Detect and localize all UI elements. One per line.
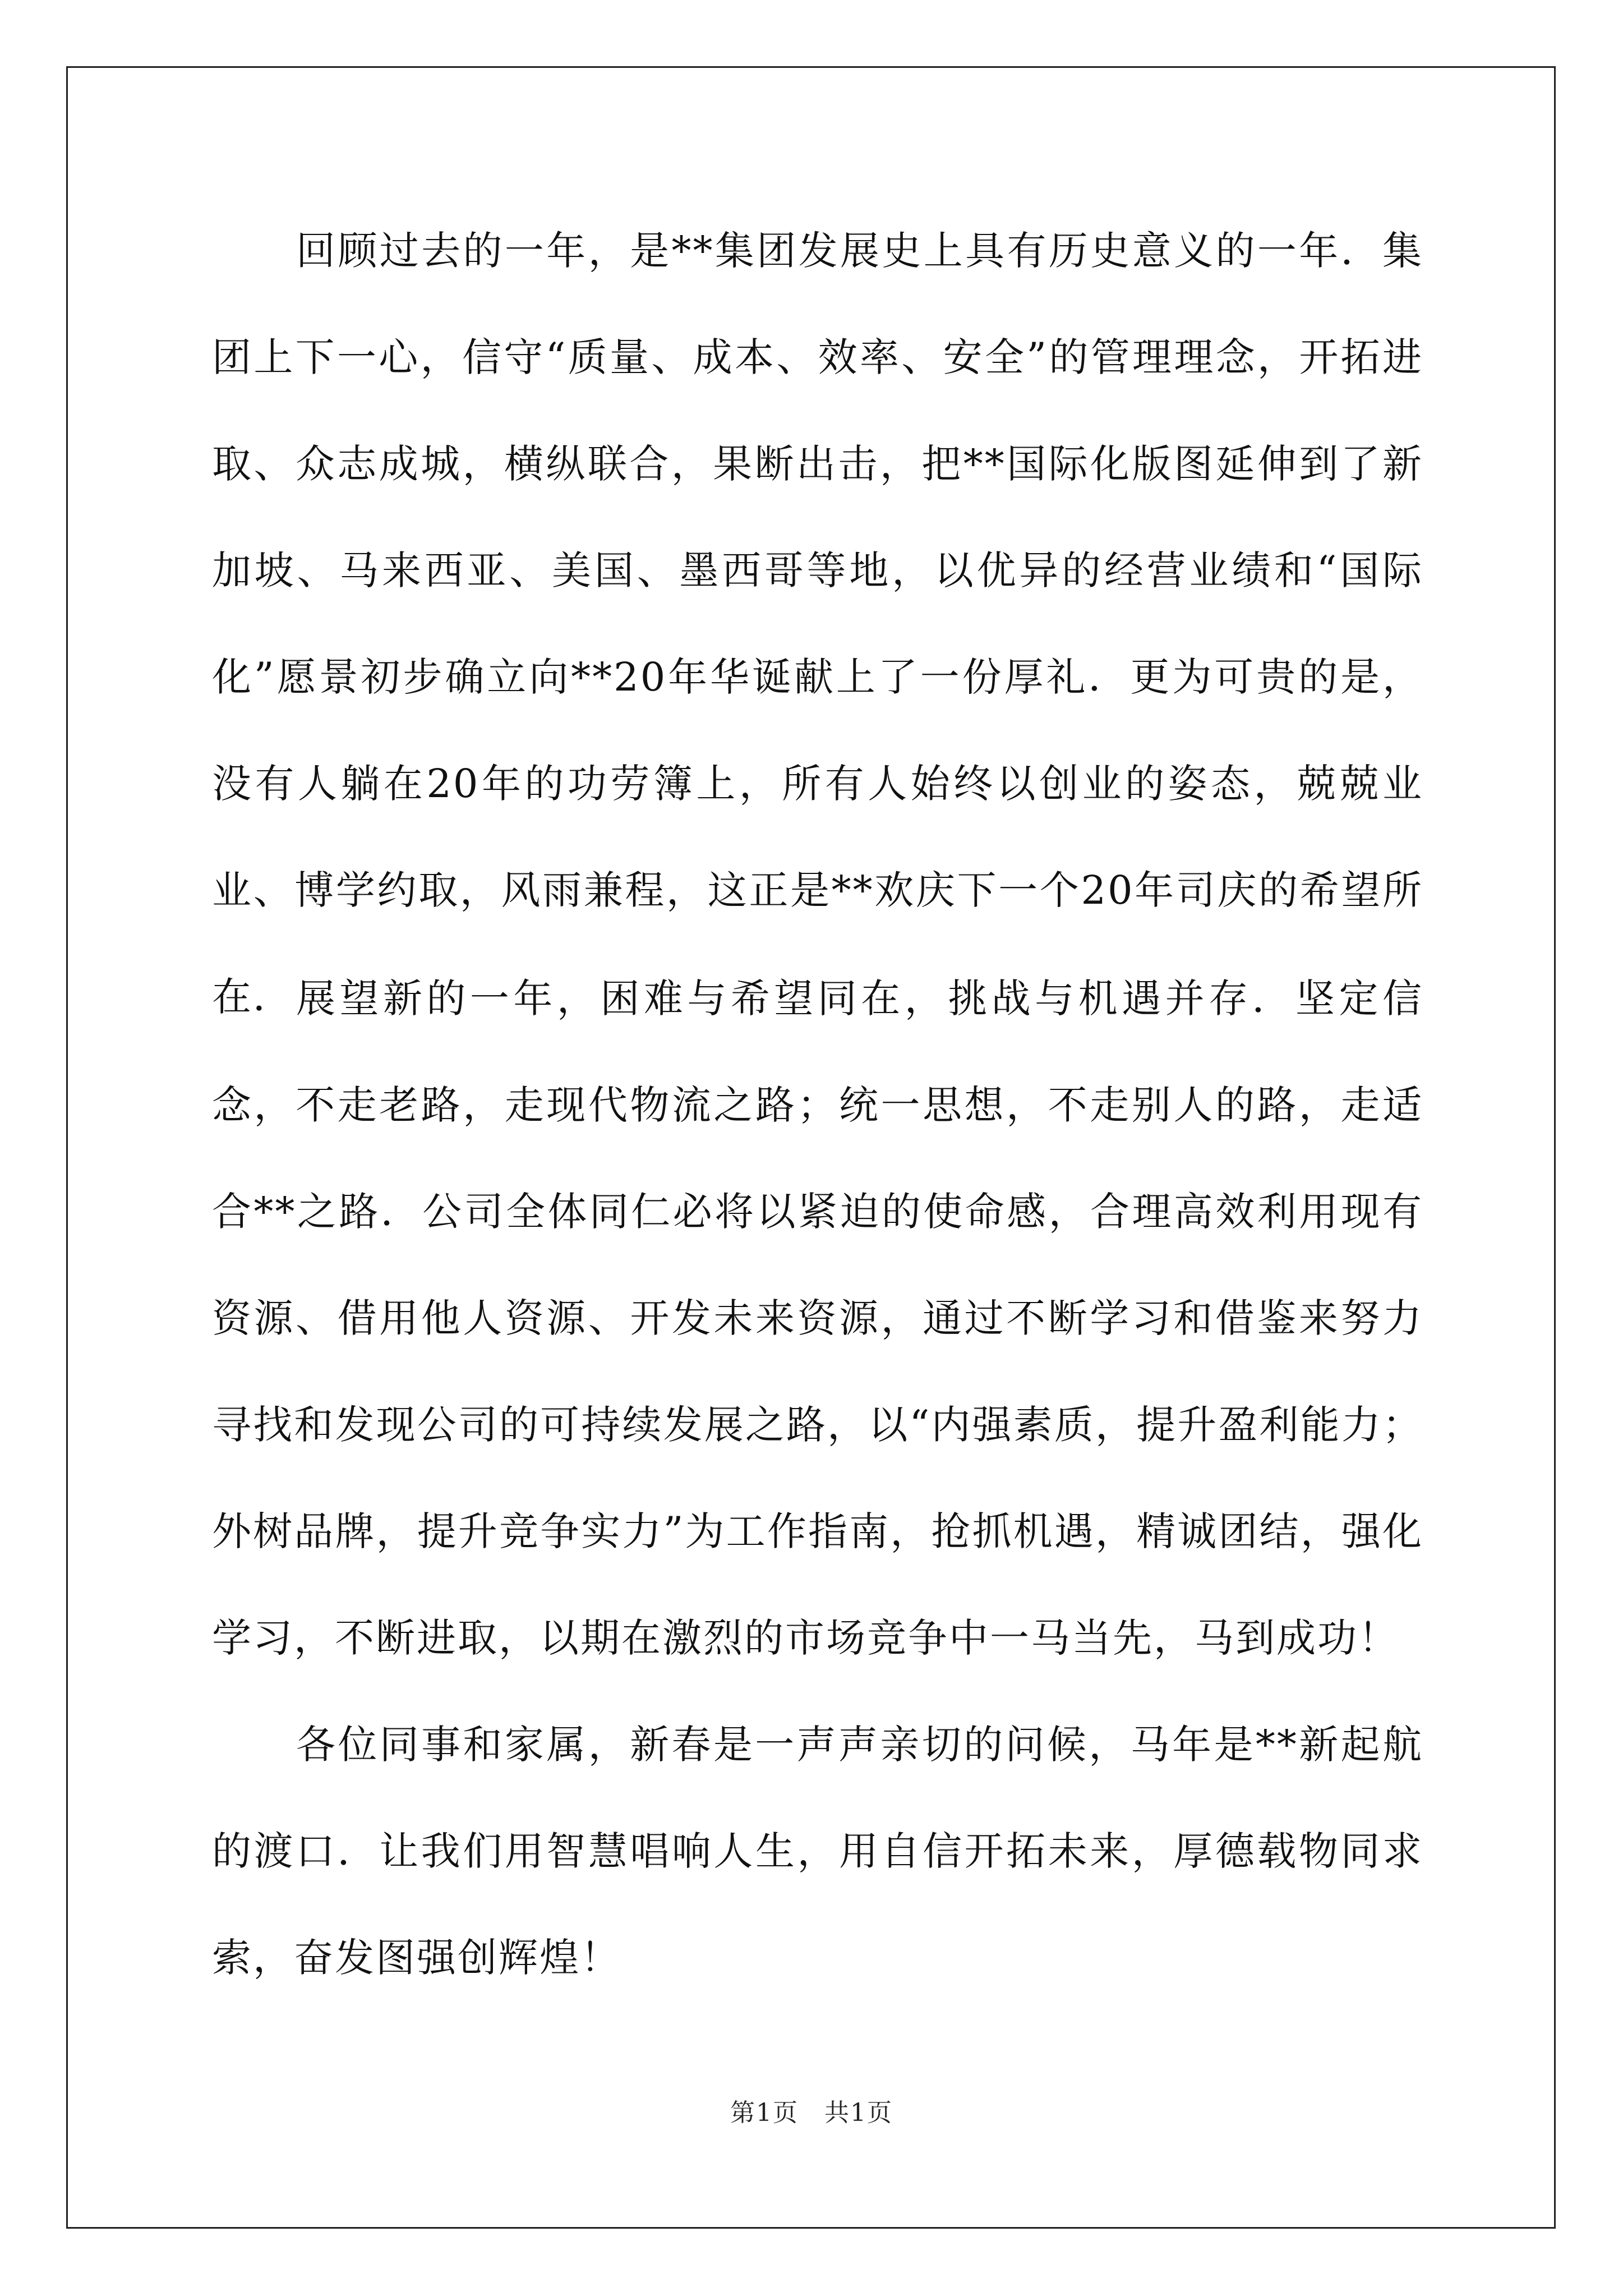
paragraph-outlook: 展望新的一年，困难与希望同在，挑战与机遇并存．坚定信念，不走老路，走现代物流之路；统一思想，不走别人的路，走适合**之路．公司全体同仁必将以紧迫的使命感，合理高效利用现有资源、借用他人资源、开发未来资源，通过不断学习和借鉴来努力寻找和发现公司的可持续发展之路，以“内强素质，提升盈利能力；外树品牌，提升竞争实力”为工作指南，抢抓机遇，精诚团结，强化学习，不断进取，以期在激烈的市场竞争中一马当先，马到成功！	[212, 976, 1423, 1661]
paragraph-greeting: 各位同事和家属，新春是一声声亲切的问候，马年是**新起航的渡口．让我们用智慧唱响人生，用自信开拓未来，厚德载物同求索，奋发图强创辉煌！	[212, 1722, 1423, 1981]
paragraph-review: 回顾过去的一年，是**集团发展史上具有历史意义的一年．集团上下一心，信守“质量、成本、效率、安全”的管理理念，开拓进取、众志成城，横纵联合，果断出击，把**国际化版图延伸到了新加坡、马来西亚、美国、墨西哥等地，以优异的经营业绩和“国际化”愿景初步确立向**20年华诞献上了一份厚礼．更为可贵的是，没有人躺在20年的功劳簿上，所有人始终以创业的姿态，兢兢业业、博学约取，风雨兼程，这正是**欢庆下一个20年司庆的希望所在．	[212, 228, 1423, 1020]
page-number-footer: 第1页 共1页	[730, 2099, 893, 2127]
